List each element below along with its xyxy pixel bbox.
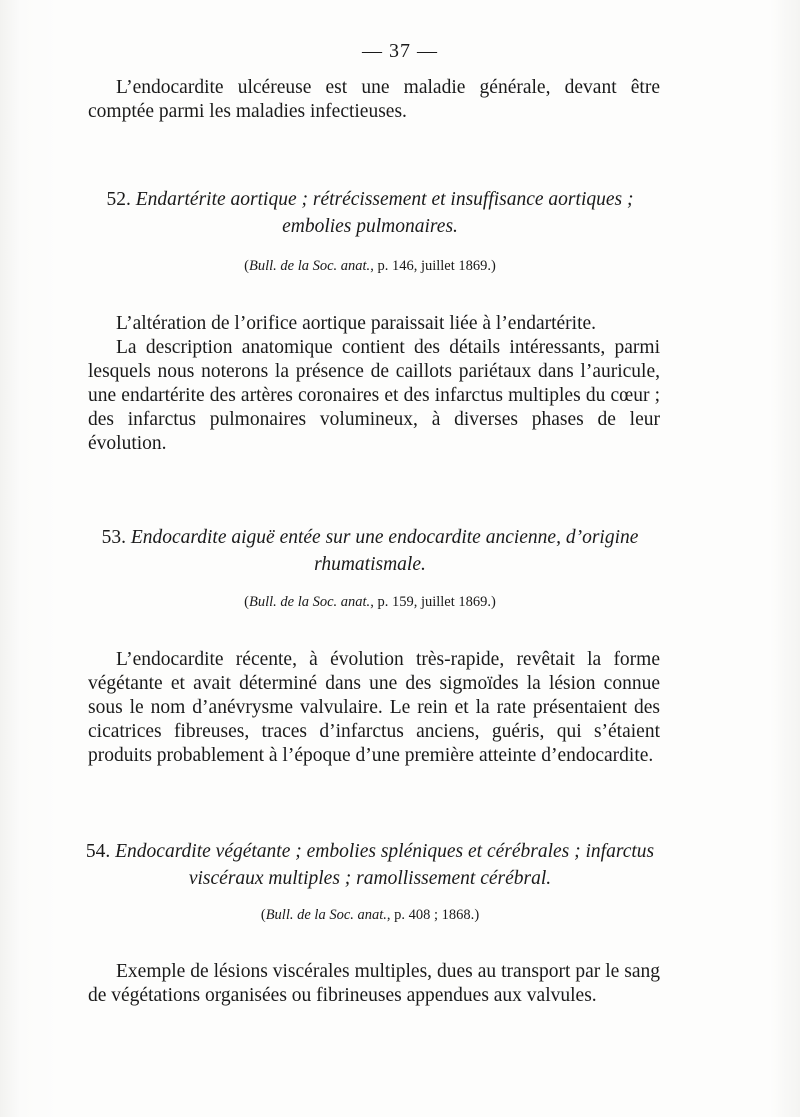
section-54-reference: (Bull. de la Soc. anat., p. 408 ; 1868.) bbox=[260, 907, 480, 923]
section-54-paragraph-1: Exemple de lésions viscérales multiples, dues au transport par le sang de végétations organisées ou fibrineuses appendues aux valvules. bbox=[88, 961, 660, 1006]
reference-detail: , p. 408 ; 1868. bbox=[386, 907, 475, 923]
reference-source: Bull. de la Soc. anat. bbox=[265, 907, 387, 923]
reference-source: Bull. de la Soc. anat. bbox=[248, 594, 371, 610]
section-number: 54. bbox=[85, 841, 111, 862]
intro-paragraph: L’endocardite ulcéreuse est une maladie générale, devant être comptée parmi les maladies infectieuses. bbox=[88, 77, 660, 122]
section-53-heading bbox=[70, 524, 670, 578]
page-number: — 37 — bbox=[362, 40, 438, 62]
section-52-paragraph-1: L’altération de l’orifice aortique paraissait liée à l’endartérite. bbox=[116, 313, 597, 334]
reference-source: Bull. de la Soc. anat. bbox=[248, 258, 371, 274]
section-52-paragraph-2: La description anatomique contient des détails intéressants, parmi lesquels nous noterons la présence de caillots pariétaux dans l’auricule, une endartérite des artères coronaires et des infarctus multiples du cœur ; des infarctus pulmonaires volumineux, à diverses phases de leur évolution. bbox=[88, 337, 660, 454]
section-52-reference: (Bull. de la Soc. anat., p. 146, juillet 1869.) bbox=[244, 258, 496, 274]
section-title: Endocardite aiguë entée sur une endocardite ancienne, d’origine rhumatismale. bbox=[130, 527, 639, 575]
reference-detail: , p. 146, juillet 1869. bbox=[370, 258, 492, 274]
section-52-heading bbox=[70, 186, 670, 240]
section-54-heading bbox=[70, 838, 670, 892]
section-title: Endocardite végétante ; embolies spléniques et cérébrales ; infarctus viscéraux multiples ; ramollissement cérébral. bbox=[115, 841, 655, 889]
section-number: 52. bbox=[106, 189, 131, 210]
section-53-paragraph-1: L’endocardite récente, à évolution très-rapide, revêtait la forme végétante et avait déterminé dans une des sigmoïdes la lésion connue sous le nom d’anévrysme valvulaire. Le rein et la rate présentaient des cicatrices fibreuses, traces d’infarctus anciens, guéris, qui s’étaient produits probablement à l’époque d’une première atteinte d’endocardite. bbox=[88, 649, 660, 766]
section-number: 53. bbox=[101, 527, 126, 548]
section-53-reference: (Bull. de la Soc. anat., p. 159, juillet 1869.) bbox=[244, 594, 496, 610]
reference-detail: , p. 159, juillet 1869. bbox=[370, 594, 492, 610]
section-title: Endartérite aortique ; rétrécissement et insuffisance aortiques ; embolies pulmonaires. bbox=[135, 189, 634, 237]
